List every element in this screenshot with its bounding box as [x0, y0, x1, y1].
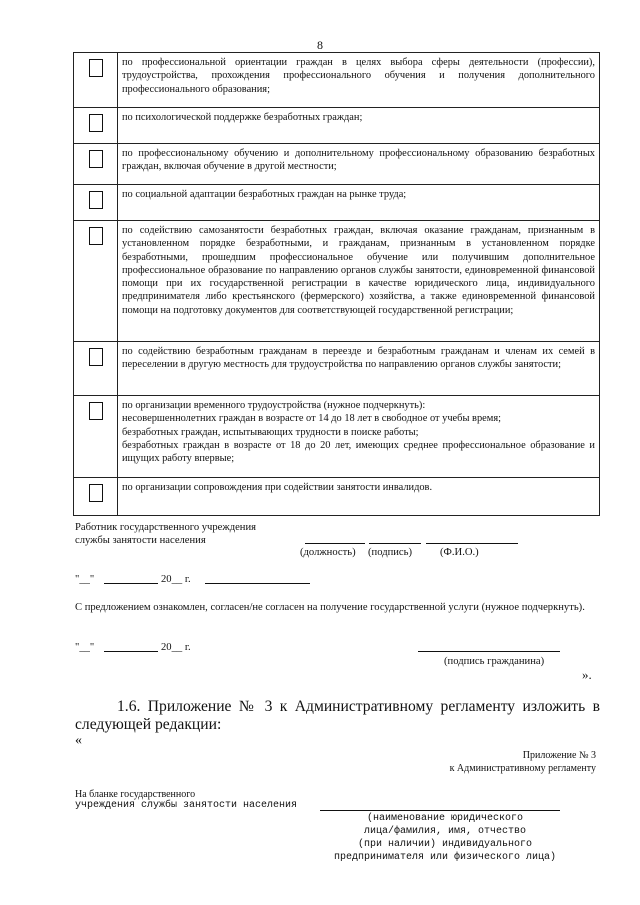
recipient-caption-4: предпринимателя или физического лица): [333, 852, 557, 863]
option-row: [74, 144, 600, 185]
page-number: 8: [317, 38, 323, 52]
date-day: "__": [75, 574, 95, 585]
recipient-caption-3: (при наличии) индивидуального: [357, 839, 533, 850]
date-day: "__": [75, 642, 95, 653]
checkbox[interactable]: [89, 150, 103, 168]
option-text: по социальной адаптации безработных граждан на рынке труда;: [118, 185, 600, 221]
signature-field[interactable]: [369, 543, 421, 544]
checkbox[interactable]: [89, 484, 103, 502]
appendix-title: Приложение № 3: [522, 750, 596, 761]
date-extra-field[interactable]: [205, 583, 310, 584]
option-line: по организации временного трудоустройства (нужное подчеркнуть):: [122, 400, 426, 411]
option-row: [74, 185, 600, 221]
option-text: по психологической поддержке безработных граждан;: [118, 108, 600, 144]
date-month-field[interactable]: [104, 651, 158, 652]
signature-caption: (подпись): [368, 547, 412, 558]
checkbox[interactable]: [89, 59, 103, 77]
agreement-text: С предложением ознакомлен, согласен/не согласен на получение государственной услуги (нужное подчеркнуть).: [75, 602, 585, 613]
checkbox[interactable]: [89, 191, 103, 209]
appendix-subtitle: к Административному регламенту: [449, 763, 596, 774]
option-line[interactable]: безработных граждан в возрасте от 18 до 20 лет, имеющих среднее профессиональное образование и ищущих работу впервые;: [122, 439, 595, 465]
option-row: [74, 221, 600, 342]
recipient-field[interactable]: [320, 810, 560, 811]
letterhead-line2: учреждения службы занятости населения: [75, 800, 298, 811]
date-month-field[interactable]: [104, 583, 158, 584]
recipient-caption-1: (наименование юридического: [366, 813, 524, 824]
option-text: по содействию самозанятости безработных граждан, включая оказание гражданам, признанным в установленном порядке безработными, и гражданам, признанным в установленном порядке безработными, прошедшим профессиональное обучение или получившим дополнительное профессиональное образование по направлению органов службы занятости, единовременной финансовой помощи при их государственной регистрации в качестве юридического лица, индивидуального предпринимателя либо крестьянского (фермерского) хозяйства, а также единовременной финансовой помощи на подготовку документов для соответствующей государственной регистрации;: [118, 221, 600, 342]
option-row: [74, 342, 600, 396]
checkbox[interactable]: [89, 227, 103, 245]
worker-label-line1: Работник государственного учреждения: [75, 522, 257, 533]
section-heading: 1.6. Приложение № 3 к Административному регламенту изложить в следующей редакции:: [75, 698, 600, 733]
option-text: по профессиональному обучению и дополнительному профессиональному образованию безработных граждан, включая обучение в другой местности;: [118, 144, 600, 185]
option-row: [74, 108, 600, 144]
option-row: [74, 396, 600, 478]
date-year: 20__ г.: [161, 574, 191, 585]
letterhead-line1: На бланке государственного: [75, 789, 196, 800]
option-text: по содействию безработным гражданам в переезде и безработным гражданам и членам их семей в переселении в другую местность для трудоустройства по направлению органов службы занятости;: [118, 342, 600, 396]
position-caption: (должность): [300, 547, 356, 558]
option-text: по профессиональной ориентации граждан в целях выбора сферы деятельности (профессии), трудоустройства, прохождения профессионального обучения и получения дополнительного профессионального образования;: [118, 53, 600, 108]
closing-mark: ».: [582, 667, 592, 682]
option-line[interactable]: несовершеннолетних граждан в возрасте от 14 до 18 лет в свободное от учебы время;: [122, 413, 501, 425]
worker-label-line2: службы занятости населения: [75, 535, 206, 546]
checkbox[interactable]: [89, 348, 103, 366]
position-field[interactable]: [305, 543, 365, 544]
date-year: 20__ г.: [161, 642, 191, 653]
option-line[interactable]: безработных граждан, испытывающих трудности в поиске работы;: [122, 426, 419, 438]
service-options-table: [73, 52, 600, 516]
option-text: [118, 396, 600, 478]
option-row: [74, 53, 600, 108]
checkbox[interactable]: [89, 114, 103, 132]
checkbox[interactable]: [89, 402, 103, 420]
citizen-signature-field[interactable]: [418, 651, 560, 652]
option-text: по организации сопровождения при содействии занятости инвалидов.: [118, 478, 600, 516]
option-row: [74, 478, 600, 516]
name-caption: (Ф.И.О.): [440, 547, 479, 558]
open-quote: «: [75, 733, 82, 748]
name-field[interactable]: [426, 543, 518, 544]
citizen-signature-caption: (подпись гражданина): [444, 656, 545, 667]
recipient-caption-2: лица/фамилия, имя, отчество: [363, 826, 527, 837]
